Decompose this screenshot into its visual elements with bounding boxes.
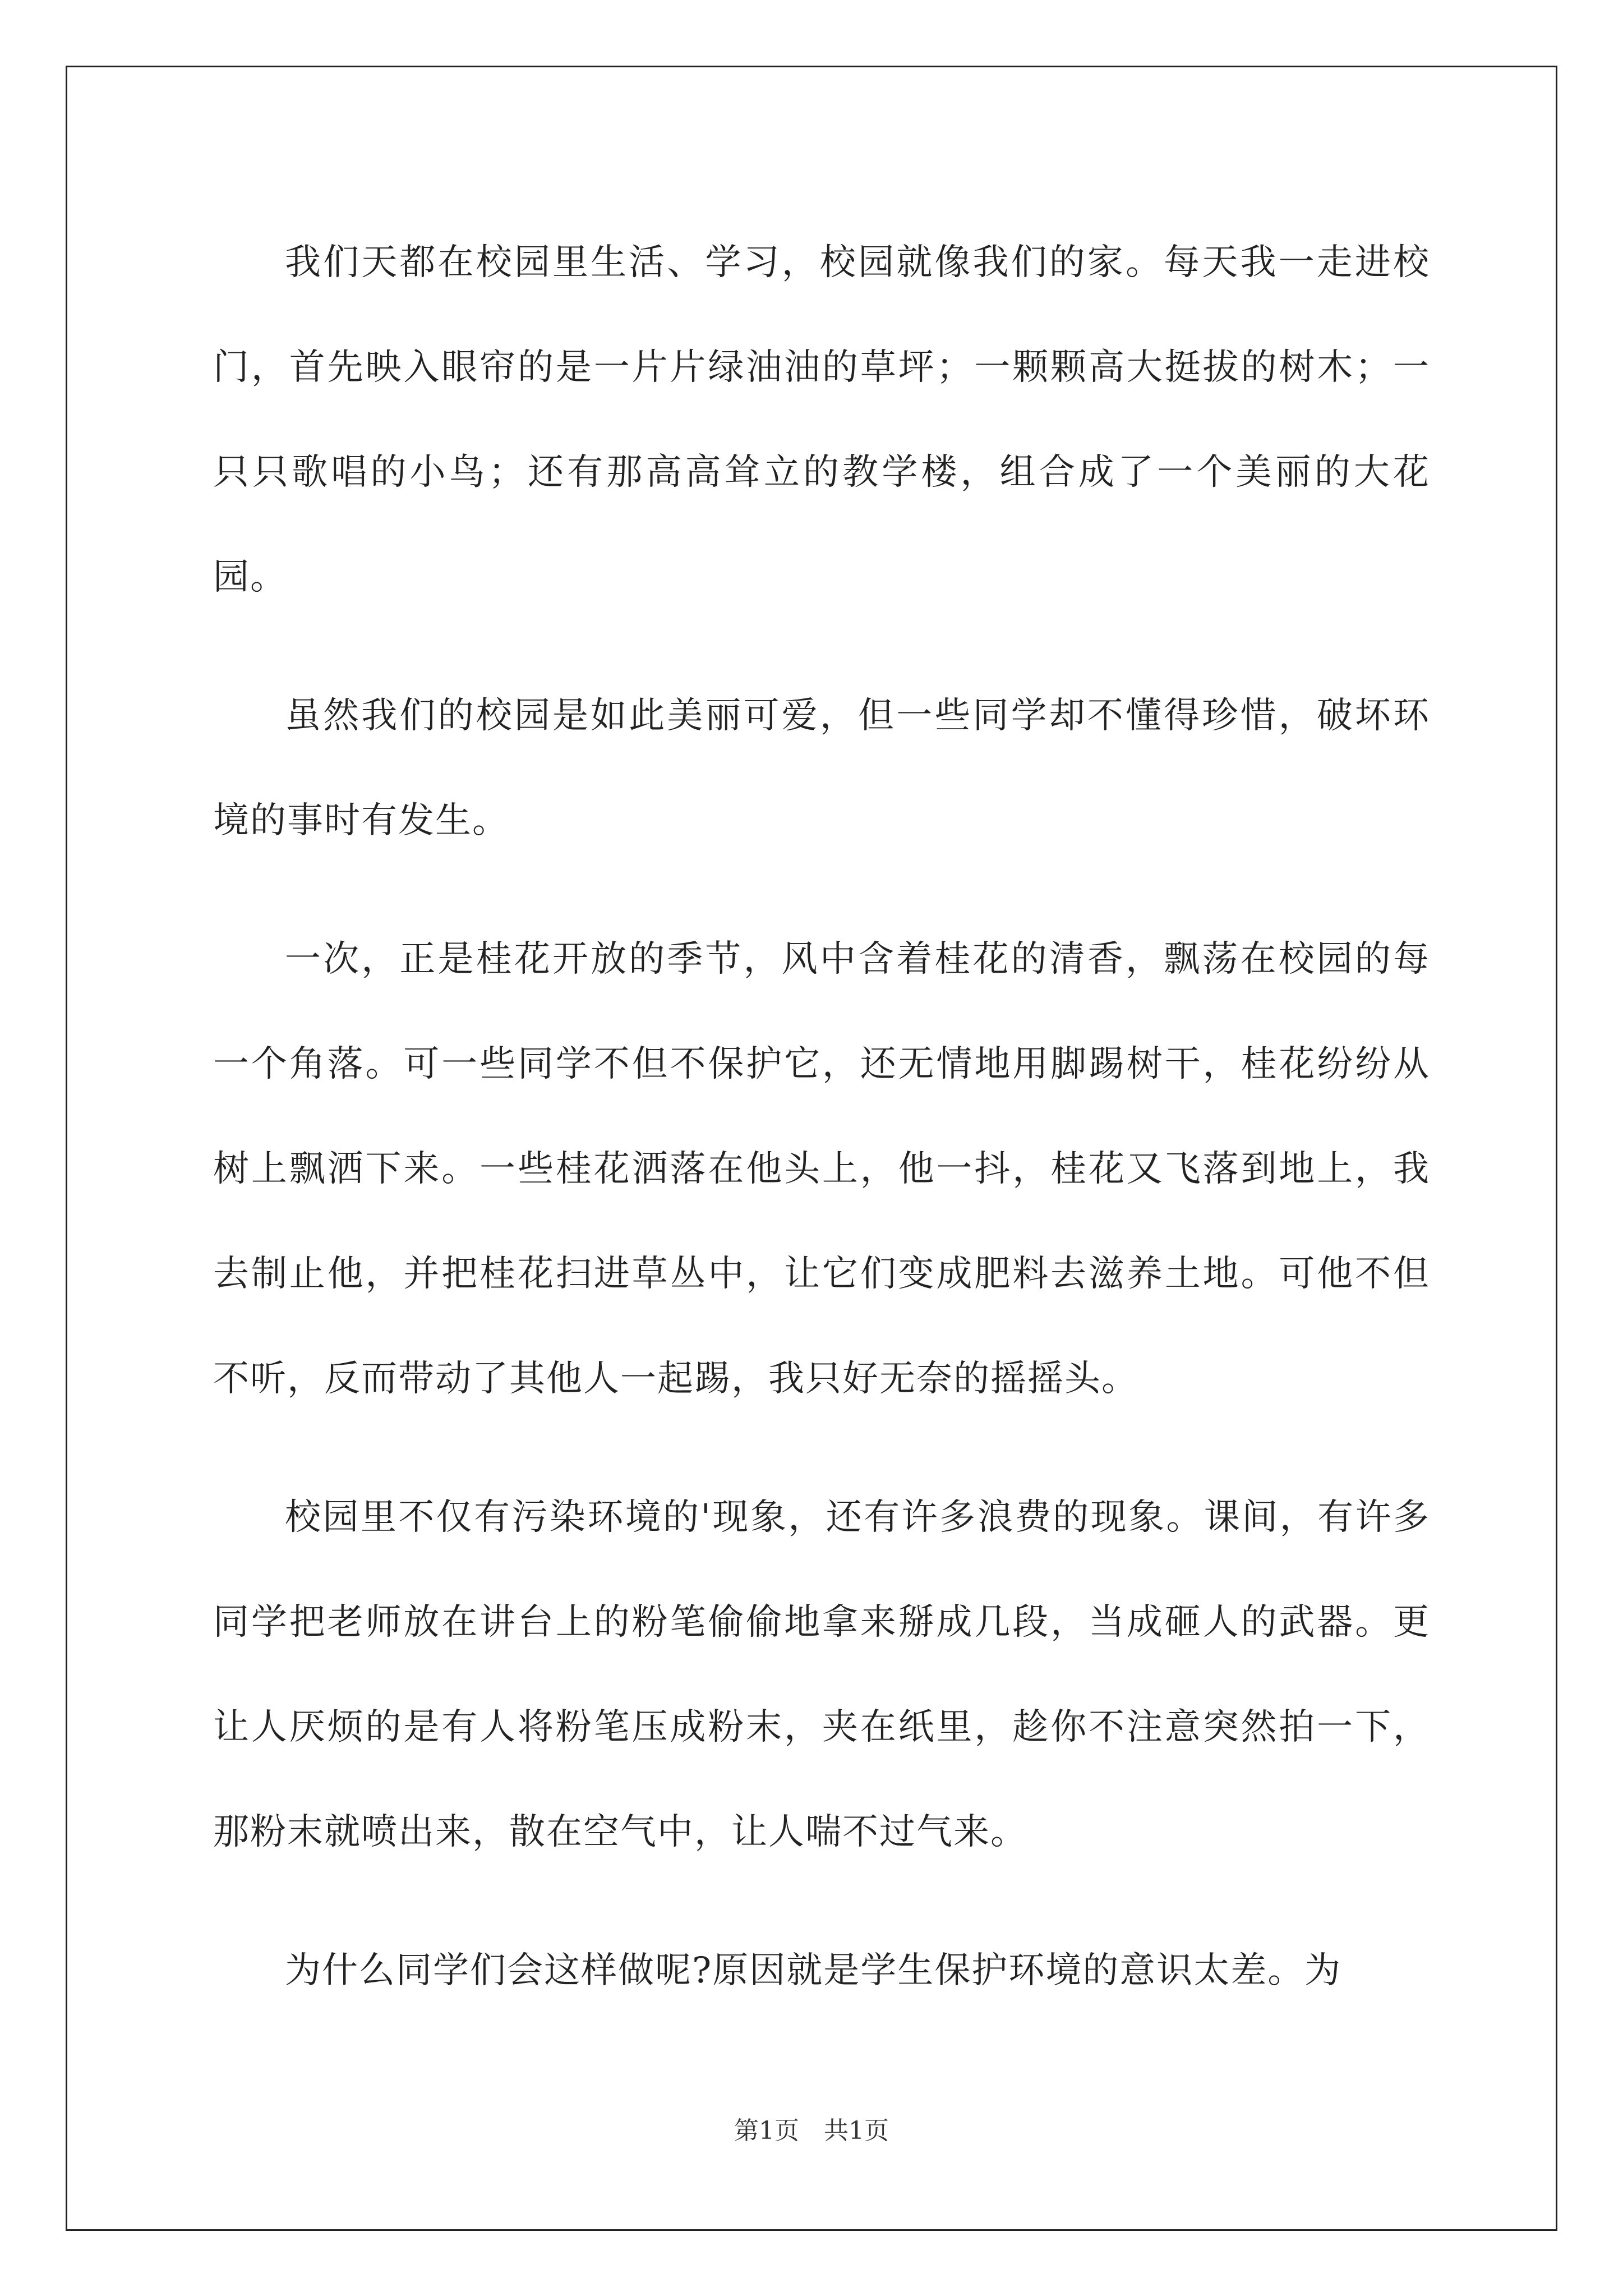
paragraph-2: 虽然我们的校园是如此美丽可爱，但一些同学却不懂得珍惜，破坏环境的事时有发生。 bbox=[213, 695, 1430, 841]
paragraph-3: 一次，正是桂花开放的季节，风中含着桂花的清香，飘荡在校园的每一个角落。可一些同学不但不保护它，还无情地用脚踢树干，桂花纷纷从树上飘洒下来。一些桂花洒落在他头上，他一抖，桂花又飞落到地上，我去制止他，并把桂花扫进草丛中，让它们变成肥料去滋养土地。可他不但不听，反而带动了其他人一起踢，我只好无奈的摇摇头。 bbox=[213, 938, 1430, 1400]
document-body bbox=[213, 210, 1430, 2057]
paragraph-1: 我们天都在校园里生活、学习，校园就像我们的家。每天我一走进校门，首先映入眼帘的是一片片绿油油的草坪；一颗颗高大挺拔的树木；一只只歌唱的小鸟；还有那高高耸立的教学楼，组合成了一个美丽的大花园。 bbox=[213, 242, 1430, 598]
page-footer: 第1页 共1页 bbox=[734, 2116, 889, 2145]
paragraph-5: 为什么同学们会这样做呢?原因就是学生保护环境的意识太差。为 bbox=[285, 1950, 1342, 1991]
paragraph-4: 校园里不仅有污染环境的'现象，还有许多浪费的现象。课间，有许多同学把老师放在讲台上的粉笔偷偷地拿来掰成几段，当成砸人的武器。更让人厌烦的是有人将粉笔压成粉末，夹在纸里，趁你不注意突然拍一下，那粉末就喷出来，散在空气中，让人喘不过气来。 bbox=[213, 1497, 1430, 1853]
